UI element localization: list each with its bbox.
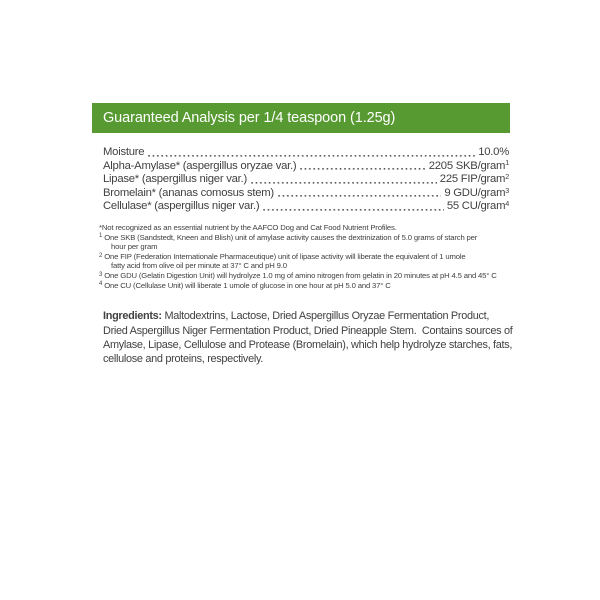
nutrient-name: Bromelain* (ananas comosus stem): [103, 186, 274, 199]
ingredients-line: Dried Aspergillus Niger Fermentation Product, Dried Pineapple Stem. Contains sources of: [103, 324, 513, 337]
value-text: 225 FIP/gram: [439, 173, 506, 186]
dot-leader: [300, 160, 425, 174]
footnote-cu: [99, 281, 510, 291]
footnote-text: Not recognized as an essential nutrient by the AAFCO Dog and Cat Food Nutrient Profiles.: [101, 222, 397, 232]
ingredients-label: Ingredients:: [103, 310, 162, 323]
footnote-marker: 3: [99, 271, 103, 278]
footnote-skb-continued: hour per gram: [111, 242, 158, 252]
footnote-text: One GDU (Gelatin Digestion Unit) will hydrolyze 1.0 mg of amino nitrogen from gelatin in 20 minutes at pH 4.5 and 45° C: [104, 270, 497, 280]
dot-leader: [148, 146, 475, 160]
ingredients-line: Amylase, Lipase, Cellulose and Protease (Bromelain), which help hydrolyze starches, fats,: [103, 338, 513, 351]
value-text: 10.0%: [478, 146, 509, 158]
analysis-row-moisture: [103, 146, 509, 160]
section-header-bar: [92, 103, 510, 133]
nutrient-name: Alpha-Amylase* (aspergillus oryzae var.): [103, 159, 297, 172]
footnote-text: One FIP (Federation Internationale Pharmaceutique) unit of lipase activity will liberate the equivalent of 1 umole: [104, 251, 466, 261]
analysis-row-lipase: [103, 173, 509, 187]
value-text: 9 GDU/gram: [444, 186, 506, 199]
nutrient-name: Cellulase* (aspergillus niger var.): [103, 200, 260, 213]
nutrient-value: [444, 187, 509, 201]
dot-leader: [278, 187, 441, 201]
footnote-text: One CU (Cellulase Unit) will liberate 1 umole of glucose in one hour at pH 5.0 and 37° C: [104, 280, 391, 290]
nutrient-name: Lipase* (aspergillus niger var.): [103, 173, 247, 186]
footnote-skb: [99, 233, 510, 243]
analysis-row-alpha-amylase: [103, 160, 509, 174]
guaranteed-analysis-panel: [92, 103, 513, 367]
footnote-fip-continued: fatty acid from olive oil per minute at 37° C and pH 9.0: [111, 261, 287, 271]
dot-leader: [251, 173, 437, 187]
analysis-row-bromelain: [103, 187, 509, 201]
footnote-marker: 1: [99, 233, 103, 240]
ingredients-line: [103, 309, 510, 323]
footnote-fip: [99, 252, 510, 262]
nutrient-name: Moisture: [103, 146, 145, 158]
footnote-marker: 2: [99, 252, 103, 259]
footnote-gdu: [99, 271, 510, 281]
analysis-table: [92, 146, 510, 214]
value-footnote-ref: 2: [505, 171, 509, 181]
value-text: 55 CU/gram: [446, 200, 506, 213]
ingredients-text: Maltodextrins, Lactose, Dried Aspergillus Oryzae Fermentation Product,: [161, 310, 490, 323]
footnote-text: One SKB (Sandstedt, Kneen and Blish) unit of amylase activity causes the dextrinization of 5.0 grams of starch per: [104, 232, 478, 242]
value-footnote-ref: 1: [505, 158, 509, 168]
value-text: 2205 SKB/gram: [428, 159, 506, 172]
nutrient-value: [447, 200, 509, 214]
footnote-aafco: [99, 223, 510, 233]
section-title: Guaranteed Analysis per 1/4 teaspoon (1.25g): [103, 110, 396, 126]
ingredients-block: [92, 309, 513, 367]
ingredients-line: cellulose and proteins, respectively.: [103, 353, 264, 366]
value-footnote-ref: 3: [505, 185, 509, 195]
nutrient-value: [440, 173, 509, 187]
nutrient-value: [429, 160, 509, 174]
value-footnote-ref: 4: [505, 199, 509, 209]
dot-leader: [263, 200, 443, 214]
footnote-marker: 4: [99, 281, 103, 288]
footnote-marker: *: [99, 222, 102, 232]
analysis-row-cellulase: [103, 200, 509, 214]
footnotes-block: [92, 223, 510, 290]
